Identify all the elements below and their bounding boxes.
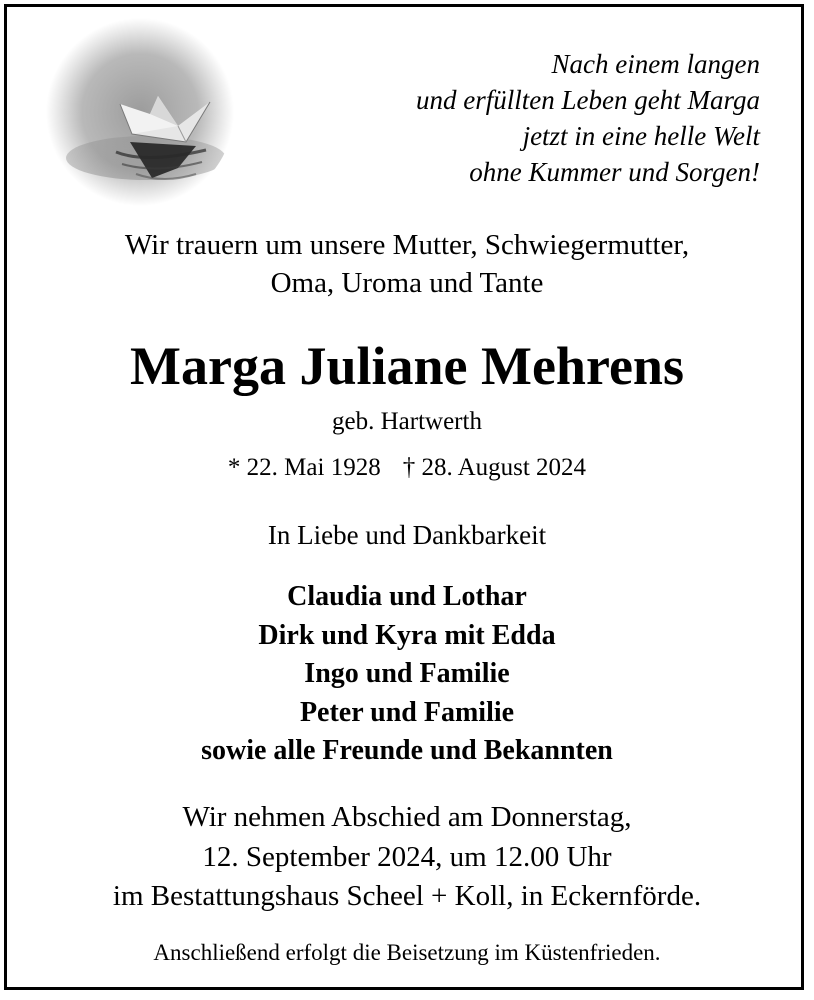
life-dates (0, 448, 814, 488)
intro-line: Oma, Uroma und Tante (270, 267, 544, 299)
mourner-line: Ingo und Familie (304, 658, 510, 689)
mourner-line: Dirk und Kyra mit Edda (258, 619, 556, 651)
mourner-line: Claudia und Lothar (287, 581, 527, 612)
deceased-name: Marga Juliane Mehrens (130, 336, 684, 396)
burial-note: Anschließend erfolgt die Beisetzung im Küstenfrieden. (153, 940, 661, 965)
farewell-info (0, 798, 814, 917)
paper-boat-photo-icon (46, 18, 234, 206)
mourner-line: Peter und Familie (299, 696, 515, 728)
mourners-list (0, 578, 814, 771)
birth-name: geb. Hartwerth (332, 408, 482, 435)
birth-date: * 22. Mai 1928 (227, 454, 381, 481)
quote-line: ohne Kummer und Sorgen! (469, 157, 760, 187)
death-date: † 28. August 2024 (402, 454, 587, 481)
intro-line: Wir trauern um unsere Mutter, Schwiegermutter, (124, 229, 690, 261)
farewell-line: Wir nehmen Abschied am Donnerstag, (182, 801, 632, 833)
mourning-intro (0, 226, 814, 302)
quote-text (340, 46, 760, 190)
farewell-line: im Bestattungshaus Scheel + Koll, in Eckernförde. (112, 880, 702, 912)
dedication-text: In Liebe und Dankbarkeit (267, 520, 547, 550)
mourner-line: sowie alle Freunde und Bekannten (201, 735, 613, 766)
quote-line: und erfüllten Leben geht Marga (416, 85, 760, 115)
quote-line: jetzt in eine helle Welt (522, 121, 760, 151)
farewell-line: 12. September 2024, um 12.00 Uhr (202, 840, 612, 873)
quote-line: Nach einem langen (551, 49, 760, 79)
